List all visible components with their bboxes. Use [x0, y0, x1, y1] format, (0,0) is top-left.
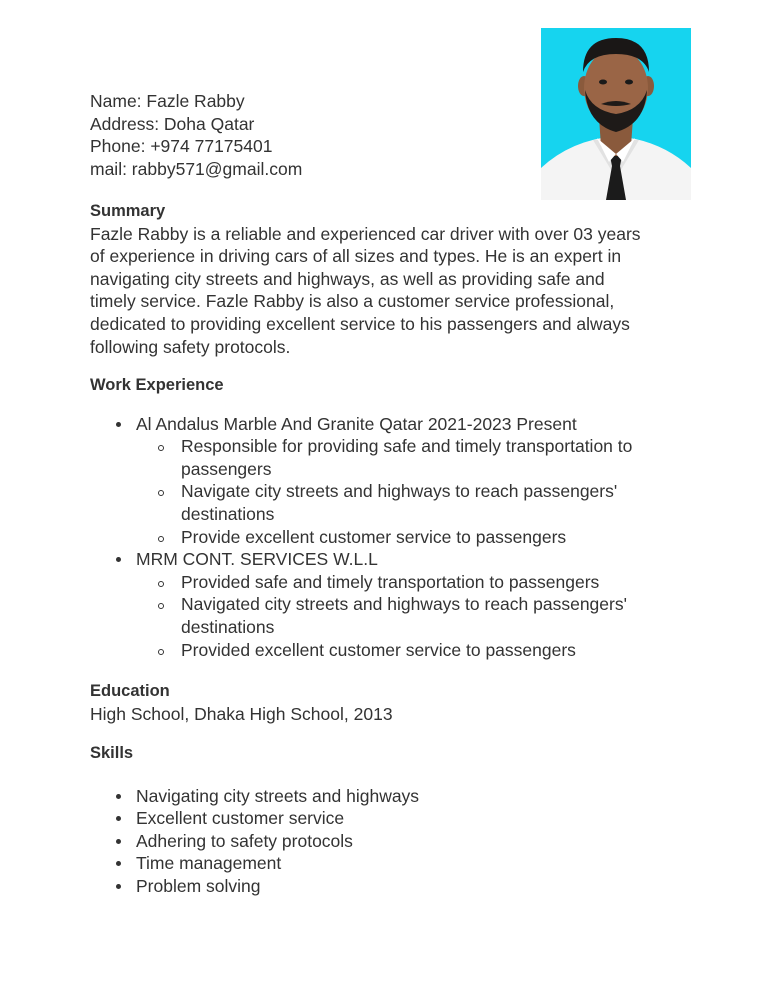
duty-line: destinations [181, 616, 275, 637]
job-employer: Al Andalus Marble And Granite Qatar 2021-2023 Present [136, 413, 577, 434]
duty-item [136, 593, 710, 638]
duty-item [136, 480, 710, 525]
contact-address: Address: Doha Qatar [90, 113, 255, 134]
duty-item [136, 435, 710, 480]
skills-heading: Skills [90, 744, 134, 762]
skill-item: Problem solving [90, 875, 419, 898]
skill-item: Excellent customer service [90, 807, 419, 830]
duty-line: Provided excellent customer service to passengers [181, 639, 576, 660]
job-item [90, 548, 710, 661]
contact-email: mail: rabby571@gmail.com [90, 158, 303, 179]
duty-list [136, 571, 710, 661]
skill-item: Navigating city streets and highways [90, 785, 419, 808]
contact-phone: Phone: +974 77175401 [90, 136, 273, 157]
duty-line: passengers [181, 458, 272, 479]
duty-line: Navigated city streets and highways to reach passengers' [181, 594, 627, 615]
job-employer: MRM CONT. SERVICES W.L.L [136, 549, 378, 570]
skill-item: Adhering to safety protocols [90, 830, 419, 853]
work-experience-section [90, 374, 710, 661]
profile-photo [541, 28, 691, 200]
education-entry: High School, Dhaka High School, 2013 [90, 703, 393, 724]
job-item [90, 413, 710, 549]
skills-section [90, 742, 419, 898]
summary-line: navigating city streets and highways, as well as providing safe and [90, 268, 605, 289]
work-experience-heading: Work Experience [90, 376, 224, 394]
job-list [90, 413, 710, 662]
summary-line: dedicated to providing excellent service to his passengers and always [90, 313, 630, 334]
contact-block [90, 90, 302, 180]
skill-item: Time management [90, 852, 419, 875]
education-section [90, 680, 393, 725]
duty-item [136, 526, 710, 549]
summary-line: of experience in driving cars of all sizes and types. He is an expert in [90, 246, 622, 267]
summary-section [90, 200, 690, 358]
duty-list [136, 435, 710, 548]
duty-line: Provide excellent customer service to passengers [181, 526, 567, 547]
duty-line: Responsible for providing safe and timely transportation to [181, 436, 633, 457]
duty-line: destinations [181, 503, 275, 524]
duty-item [136, 639, 710, 662]
duty-item [136, 571, 710, 594]
summary-line: following safety protocols. [90, 336, 291, 357]
summary-line: Fazle Rabby is a reliable and experienced car driver with over 03 years [90, 223, 641, 244]
duty-line: Navigate city streets and highways to reach passengers' [181, 481, 618, 502]
duty-line: Provided safe and timely transportation to passengers [181, 571, 600, 592]
summary-line: timely service. Fazle Rabby is also a customer service professional, [90, 291, 615, 312]
summary-heading: Summary [90, 202, 166, 220]
contact-name: Name: Fazle Rabby [90, 91, 245, 111]
education-heading: Education [90, 682, 170, 700]
person-portrait-icon [541, 28, 691, 200]
skills-list [90, 785, 419, 898]
